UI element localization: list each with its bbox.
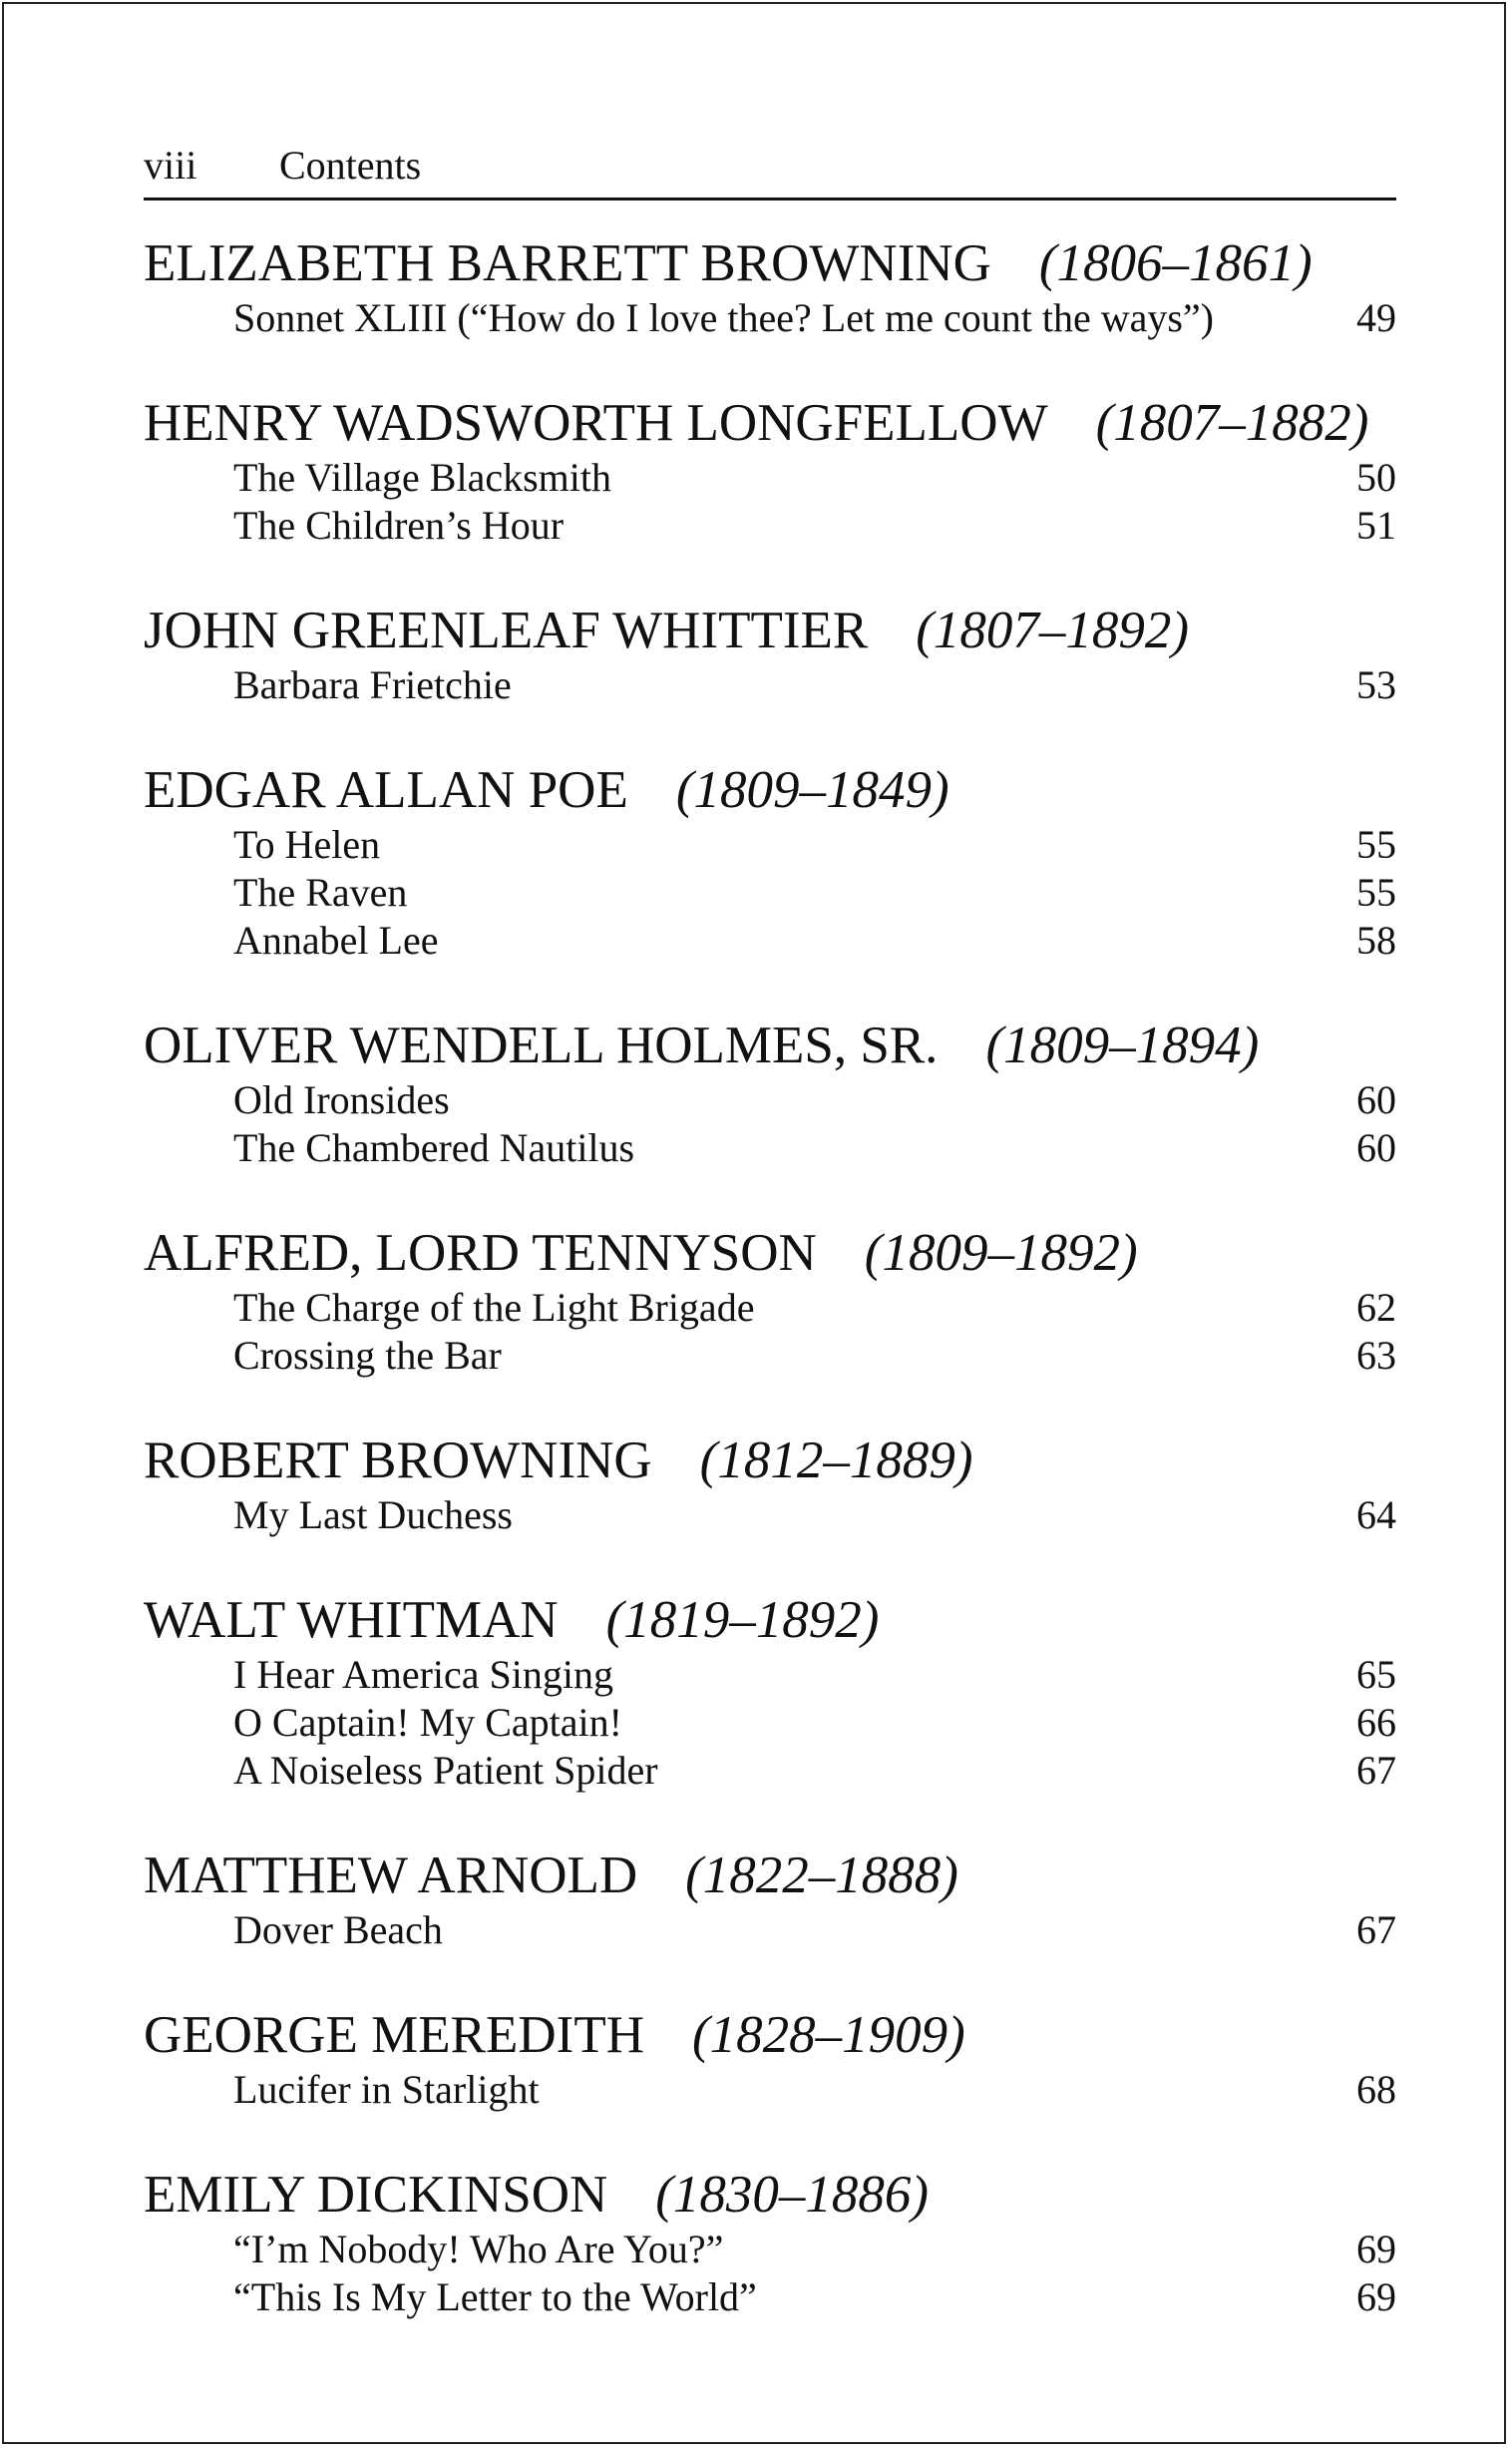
author-name: GEORGE MEREDITH <box>144 2006 644 2064</box>
page-number: 69 <box>1356 2274 1396 2319</box>
author-heading <box>144 2164 1396 2226</box>
page-number: 50 <box>1356 455 1396 500</box>
author-dates: (1828–1909) <box>691 2006 965 2064</box>
poem-title: A Noiseless Patient Spider <box>233 1748 658 1793</box>
author-name: EDGAR ALLAN POE <box>144 761 628 819</box>
page-number: 68 <box>1356 2067 1396 2112</box>
poem-title: Lucifer in Starlight <box>233 2067 540 2112</box>
toc-entry <box>144 1747 1396 1795</box>
toc-entry <box>144 2273 1396 2321</box>
page-folio: viii <box>144 143 197 188</box>
table-of-contents <box>144 232 1396 2371</box>
toc-entry <box>144 821 1396 869</box>
author-heading <box>144 2004 1396 2066</box>
poem-title: To Helen <box>233 822 381 867</box>
toc-entry <box>144 502 1396 550</box>
author-dates: (1812–1889) <box>699 1431 973 1489</box>
author-dates: (1809–1892) <box>864 1224 1138 1282</box>
author-dates: (1822–1888) <box>685 1846 958 1904</box>
page-number: 55 <box>1356 822 1396 867</box>
author-name: MATTHEW ARNOLD <box>144 1846 638 1904</box>
page-number: 58 <box>1356 918 1396 963</box>
author-entry <box>144 1222 1396 1380</box>
author-name: JOHN GREENLEAF WHITTIER <box>144 602 869 659</box>
author-dates: (1806–1861) <box>1038 234 1313 292</box>
running-head <box>144 138 1396 194</box>
author-entry <box>144 2004 1396 2114</box>
page-number: 60 <box>1356 1125 1396 1170</box>
author-entry <box>144 392 1396 550</box>
author-heading <box>144 1015 1396 1076</box>
author-dates: (1807–1882) <box>1095 394 1369 452</box>
author-dates: (1830–1886) <box>655 2166 930 2224</box>
poem-title: Sonnet XLIII (“How do I love thee? Let me count the ways”) <box>233 295 1214 340</box>
author-entry <box>144 1589 1396 1795</box>
author-heading <box>144 232 1396 294</box>
author-dates: (1807–1892) <box>916 602 1190 659</box>
toc-entry <box>144 1906 1396 1954</box>
toc-entry <box>144 1076 1396 1124</box>
header-rule <box>144 198 1396 201</box>
running-head-title: Contents <box>279 143 422 188</box>
poem-title: The Children’s Hour <box>233 503 565 548</box>
poem-title: The Charge of the Light Brigade <box>233 1285 755 1330</box>
author-entry <box>144 600 1396 709</box>
poem-title: The Raven <box>233 870 408 915</box>
toc-entry <box>144 869 1396 917</box>
poem-title: The Village Blacksmith <box>233 455 612 500</box>
author-heading <box>144 759 1396 821</box>
poem-title: Crossing the Bar <box>233 1333 502 1378</box>
toc-entry <box>144 661 1396 709</box>
poem-title: The Chambered Nautilus <box>233 1125 635 1170</box>
author-name: OLIVER WENDELL HOLMES, SR. <box>144 1017 939 1074</box>
author-entry <box>144 1429 1396 1539</box>
page-number: 67 <box>1356 1907 1396 1952</box>
page-number: 67 <box>1356 1748 1396 1793</box>
author-heading <box>144 1844 1396 1906</box>
poem-title: Annabel Lee <box>233 918 439 963</box>
page-number: 64 <box>1356 1492 1396 1537</box>
author-dates: (1809–1894) <box>985 1017 1260 1074</box>
poem-title: O Captain! My Captain! <box>233 1700 622 1745</box>
page-number: 62 <box>1356 1285 1396 1330</box>
author-entry <box>144 232 1396 342</box>
toc-entry <box>144 2066 1396 2114</box>
toc-entry <box>144 1491 1396 1539</box>
author-name: HENRY WADSWORTH LONGFELLOW <box>144 394 1048 452</box>
toc-entry <box>144 1284 1396 1332</box>
toc-entry <box>144 454 1396 502</box>
page-number: 65 <box>1356 1652 1396 1697</box>
page-number: 66 <box>1356 1700 1396 1745</box>
toc-entry <box>144 2226 1396 2273</box>
author-name: EMILY DICKINSON <box>144 2166 608 2224</box>
poem-title: I Hear America Singing <box>233 1652 613 1697</box>
page-number: 53 <box>1356 662 1396 707</box>
author-name: ELIZABETH BARRETT BROWNING <box>144 234 991 292</box>
poem-title: My Last Duchess <box>233 1492 513 1537</box>
page-number: 55 <box>1356 870 1396 915</box>
author-heading <box>144 600 1396 661</box>
toc-entry <box>144 1124 1396 1172</box>
poem-title: “This Is My Letter to the World” <box>233 2274 757 2319</box>
author-name: ALFRED, LORD TENNYSON <box>144 1224 817 1282</box>
page-number: 63 <box>1356 1333 1396 1378</box>
page-number: 51 <box>1356 503 1396 548</box>
toc-entry <box>144 1651 1396 1699</box>
page-number: 69 <box>1356 2227 1396 2271</box>
toc-entry <box>144 1699 1396 1747</box>
poem-title: “I’m Nobody! Who Are You?” <box>233 2227 724 2271</box>
author-name: WALT WHITMAN <box>144 1591 559 1649</box>
author-entry <box>144 1015 1396 1172</box>
page-number: 60 <box>1356 1077 1396 1122</box>
author-entry <box>144 759 1396 965</box>
author-entry <box>144 2164 1396 2321</box>
poem-title: Barbara Frietchie <box>233 662 512 707</box>
author-dates: (1809–1849) <box>675 761 949 819</box>
author-heading <box>144 392 1396 454</box>
page-number: 49 <box>1356 295 1396 340</box>
author-entry <box>144 1844 1396 1954</box>
author-heading <box>144 1589 1396 1651</box>
toc-entry <box>144 294 1396 342</box>
toc-entry <box>144 1332 1396 1380</box>
toc-entry <box>144 917 1396 965</box>
author-heading <box>144 1222 1396 1284</box>
author-heading <box>144 1429 1396 1491</box>
poem-title: Dover Beach <box>233 1907 443 1952</box>
poem-title: Old Ironsides <box>233 1077 450 1122</box>
author-dates: (1819–1892) <box>605 1591 880 1649</box>
author-name: ROBERT BROWNING <box>144 1431 652 1489</box>
